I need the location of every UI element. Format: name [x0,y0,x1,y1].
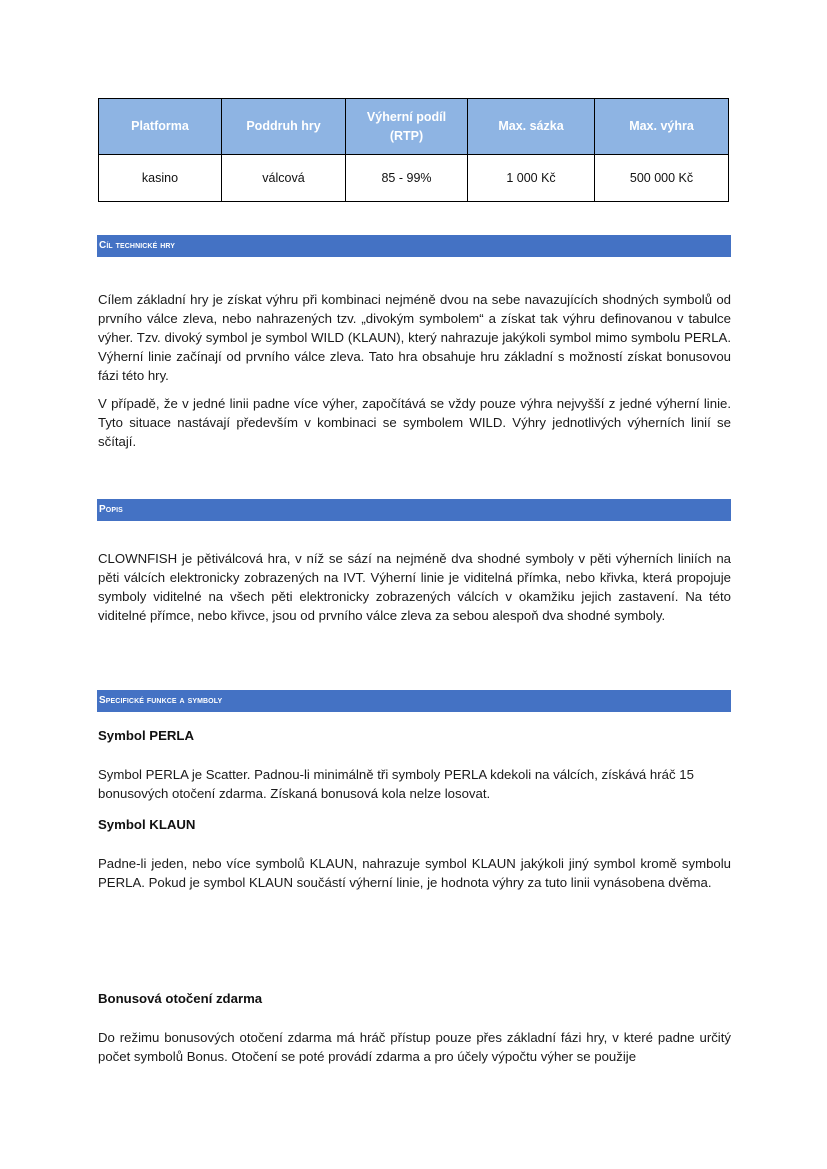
subheading-bonusova-otoceni: Bonusová otočení zdarma [98,991,263,1006]
cell-platforma: kasino [99,155,222,202]
table-row [99,155,729,202]
section-heading-funkce: Specifické funkce a symboly [97,690,731,712]
subheading-symbol-perla: Symbol PERLA [98,728,194,743]
paragraph-symbol-klaun: Padne-li jeden, nebo více symbolů KLAUN, nahrazuje symbol KLAUN jakýkoli jiný symbol kromě symbolu PERLA. Pokud je symbol KLAUN součástí výherní linie, je hodnota výhry za tuto linii vynásobena dvěma. [98,856,731,890]
cell-max-vyhra: 500 000 Kč [595,155,729,202]
header-max-vyhra: Max. výhra [595,99,729,155]
header-max-sazka: Max. sázka [468,99,595,155]
game-info-table [98,98,729,202]
paragraph-symbol-perla: Symbol PERLA je Scatter. Padnou-li minimálně tři symboly PERLA kdekoli na válcích, získává hráč 15 bonusových otočení zdarma. Získaná bonusová kola nelze losovat. [98,767,694,801]
cell-max-sazka: 1 000 Kč [468,155,595,202]
header-vyherni-podil-label: Výherní podíl (RTP) [366,109,447,143]
header-platforma: Platforma [99,99,222,155]
paragraph-bonusova-otoceni: Do režimu bonusových otočení zdarma má hráč přístup pouze přes základní fázi hry, v které padne určitý počet symbolů Bonus. Otočení se poté provádí zdarma a pro účely výpočtu výher se použije [98,1030,731,1064]
paragraph-popis-1: CLOWNFISH je pětiválcová hra, v níž se sází na nejméně dva shodné symboly v pěti výherních liniích na pěti válcích elektronicky zobrazených na IVT. Výherní linie je viditelná přímka, nebo křivka, která propojuje symboly viditelné na všech pěti elektronicky zobrazených válcích v okamžiku jejich zastavení. Na této viditelné přímce, nebo křivce, jsou od prvního válce zleva za sebou alespoň dva shodné symboly. [98,551,731,623]
cell-vyherni-podil: 85 - 99% [346,155,468,202]
subheading-symbol-klaun: Symbol KLAUN [98,817,196,832]
header-poddruh-hry: Poddruh hry [222,99,346,155]
paragraph-cil-2: V případě, že v jedné linii padne více výher, započítává se vždy pouze výhra nejvyšší z jedné výherní linie. Tyto situace nastávají především v kombinaci se symbolem WILD. Výhry jednotlivých výherních linií se sčítají. [98,396,731,449]
table-header-row [99,99,729,155]
header-vyherni-podil [346,99,468,155]
section-heading-cil: Cíl technické hry [97,235,731,257]
cell-poddruh-hry: válcová [222,155,346,202]
section-heading-popis: Popis [97,499,731,521]
paragraph-cil-1: Cílem základní hry je získat výhru při kombinaci nejméně dvou na sebe navazujících shodných symbolů od prvního válce zleva, nebo nahrazených tzv. „divokým symbolem“ a získat tak výhru definovanou v tabulce výher. Tzv. divoký symbol je symbol WILD (KLAUN), který nahrazuje jakýkoli symbol mimo symbolu PERLA. Výherní linie začínají od prvního válce zleva. Tato hra obsahuje hru základní s možností získat bonusovou fázi této hry. [98,292,731,383]
